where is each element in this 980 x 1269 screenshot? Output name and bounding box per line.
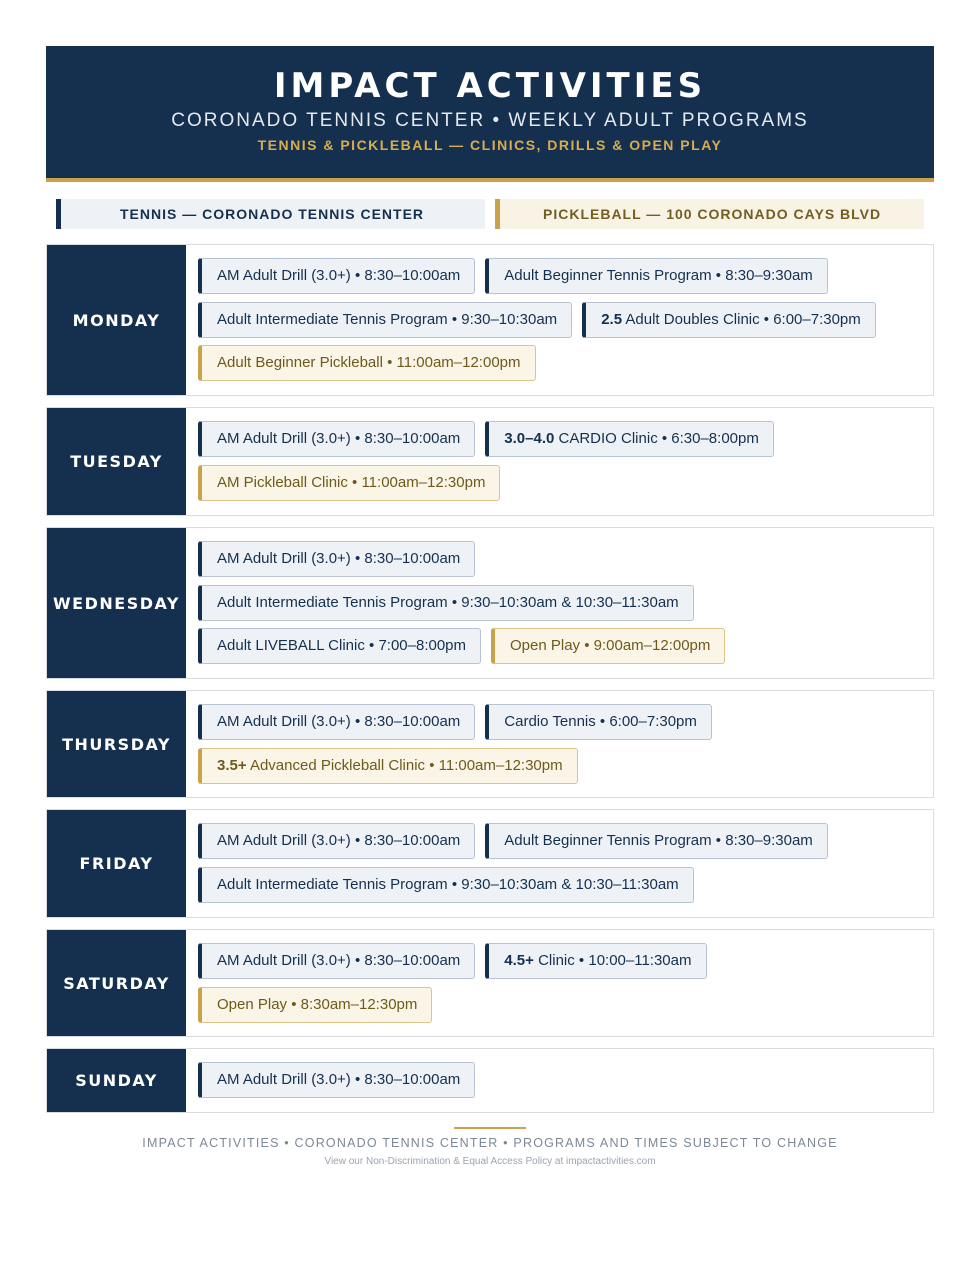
event-text: Adult Intermediate Tennis Program • 9:30–10:30am & 10:30–11:30am xyxy=(217,875,679,893)
event-line xyxy=(198,465,933,501)
day-label: THURSDAY xyxy=(47,691,186,797)
day-label: TUESDAY xyxy=(47,408,186,515)
tennis-event-chip xyxy=(198,258,475,294)
legend-tennis: TENNIS — CORONADO TENNIS CENTER xyxy=(56,199,485,229)
event-level: 3.5+ xyxy=(217,756,247,774)
day-events xyxy=(198,421,933,508)
tennis-event-chip xyxy=(198,421,475,457)
day-label: WEDNESDAY xyxy=(47,528,186,678)
day-events xyxy=(198,823,933,910)
pickleball-event-chip xyxy=(491,628,725,664)
page-subtitle: CORONADO TENNIS CENTER • WEEKLY ADULT PROGRAMS xyxy=(171,110,809,131)
tennis-event-chip xyxy=(198,823,475,859)
event-line xyxy=(198,823,933,859)
header-banner xyxy=(46,46,934,182)
tennis-event-chip xyxy=(485,943,706,979)
event-level: 2.5 xyxy=(601,310,623,328)
day-label: SATURDAY xyxy=(47,930,186,1036)
event-level: 4.5+ xyxy=(504,952,534,969)
event-line xyxy=(198,943,933,979)
day-row-wednesday xyxy=(46,527,934,679)
event-level: 3.0–4.0 xyxy=(504,430,555,447)
event-text: AM Adult Drill (3.0+) • 8:30–10:00am xyxy=(217,267,461,284)
pickleball-event-chip xyxy=(198,748,578,784)
day-events xyxy=(198,1062,933,1106)
event-text: AM Adult Drill (3.0+) • 8:30–10:00am xyxy=(217,832,461,849)
event-line xyxy=(198,302,933,338)
event-text: Advanced Pickleball Clinic • 11:00am–12:30pm xyxy=(246,756,563,774)
event-text: Open Play • 9:00am–12:00pm xyxy=(510,637,711,654)
page-title: IMPACT ACTIVITIES xyxy=(273,66,707,106)
event-text: AM Adult Drill (3.0+) • 8:30–10:00am xyxy=(217,1071,461,1088)
event-text: Adult Beginner Pickleball • 11:00am–12:00pm xyxy=(217,354,521,371)
tennis-event-chip xyxy=(198,628,481,664)
day-label: FRIDAY xyxy=(47,810,186,917)
day-row-friday xyxy=(46,809,934,918)
event-line xyxy=(198,628,933,664)
tennis-event-chip xyxy=(198,585,694,621)
day-row-saturday xyxy=(46,929,934,1037)
day-label: MONDAY xyxy=(47,245,186,395)
pickleball-event-chip xyxy=(198,345,536,381)
event-line xyxy=(198,421,933,457)
event-text: Adult Intermediate Tennis Program • 9:30–10:30am xyxy=(217,310,558,328)
footer-divider xyxy=(454,1127,526,1129)
tennis-event-chip xyxy=(485,704,712,740)
tennis-event-chip xyxy=(582,302,876,338)
day-label: SUNDAY xyxy=(47,1049,186,1112)
event-text: AM Adult Drill (3.0+) • 8:30–10:00am xyxy=(217,952,461,969)
day-row-sunday xyxy=(46,1048,934,1113)
event-text: Open Play • 8:30am–12:30pm xyxy=(217,995,418,1013)
event-line xyxy=(198,704,933,740)
event-text: AM Pickleball Clinic • 11:00am–12:30pm xyxy=(217,473,486,491)
legend-pickleball: PICKLEBALL — 100 CORONADO CAYS BLVD xyxy=(495,199,924,229)
tennis-event-chip xyxy=(198,867,694,903)
tennis-event-chip xyxy=(485,258,828,294)
event-line xyxy=(198,541,933,577)
event-line xyxy=(198,345,933,381)
tennis-event-chip xyxy=(198,302,572,338)
pickleball-event-chip xyxy=(198,465,500,501)
day-events xyxy=(198,943,933,1030)
event-text: Adult Beginner Tennis Program • 8:30–9:30am xyxy=(504,832,813,849)
event-text: Adult Intermediate Tennis Program • 9:30–10:30am & 10:30–11:30am xyxy=(217,593,679,611)
event-text: CARDIO Clinic • 6:30–8:00pm xyxy=(554,430,759,447)
tennis-event-chip xyxy=(485,823,828,859)
event-text: Adult LIVEBALL Clinic • 7:00–8:00pm xyxy=(217,637,467,654)
footer-note: IMPACT ACTIVITIES • CORONADO TENNIS CENTER • PROGRAMS AND TIMES SUBJECT TO CHANGE xyxy=(142,1136,838,1150)
event-text: AM Adult Drill (3.0+) • 8:30–10:00am xyxy=(217,430,461,447)
tennis-event-chip xyxy=(485,421,774,457)
event-line xyxy=(198,748,933,784)
day-row-thursday xyxy=(46,690,934,798)
event-line xyxy=(198,1062,933,1098)
day-events xyxy=(198,704,933,791)
tennis-event-chip xyxy=(198,704,475,740)
day-row-tuesday xyxy=(46,407,934,516)
tennis-event-chip xyxy=(198,541,475,577)
event-line xyxy=(198,987,933,1023)
event-text: Adult Beginner Tennis Program • 8:30–9:30am xyxy=(504,267,813,284)
event-text: AM Adult Drill (3.0+) • 8:30–10:00am xyxy=(217,550,461,567)
day-row-monday xyxy=(46,244,934,396)
event-text: Cardio Tennis • 6:00–7:30pm xyxy=(504,713,697,730)
day-events xyxy=(198,258,933,389)
event-text: Clinic • 10:00–11:30am xyxy=(533,952,692,969)
event-text: AM Adult Drill (3.0+) • 8:30–10:00am xyxy=(217,713,461,730)
day-events xyxy=(198,541,933,672)
pickleball-event-chip xyxy=(198,987,432,1023)
page-tagline: TENNIS & PICKLEBALL — CLINICS, DRILLS & OPEN PLAY xyxy=(257,137,723,153)
event-line xyxy=(198,585,933,621)
event-line xyxy=(198,867,933,903)
event-text: Adult Doubles Clinic • 6:00–7:30pm xyxy=(622,310,861,328)
footer-policy-link[interactable]: View our Non-Discrimination & Equal Access Policy at impactactivities.com xyxy=(324,1156,656,1167)
tennis-event-chip xyxy=(198,1062,475,1098)
event-line xyxy=(198,258,933,294)
tennis-event-chip xyxy=(198,943,475,979)
